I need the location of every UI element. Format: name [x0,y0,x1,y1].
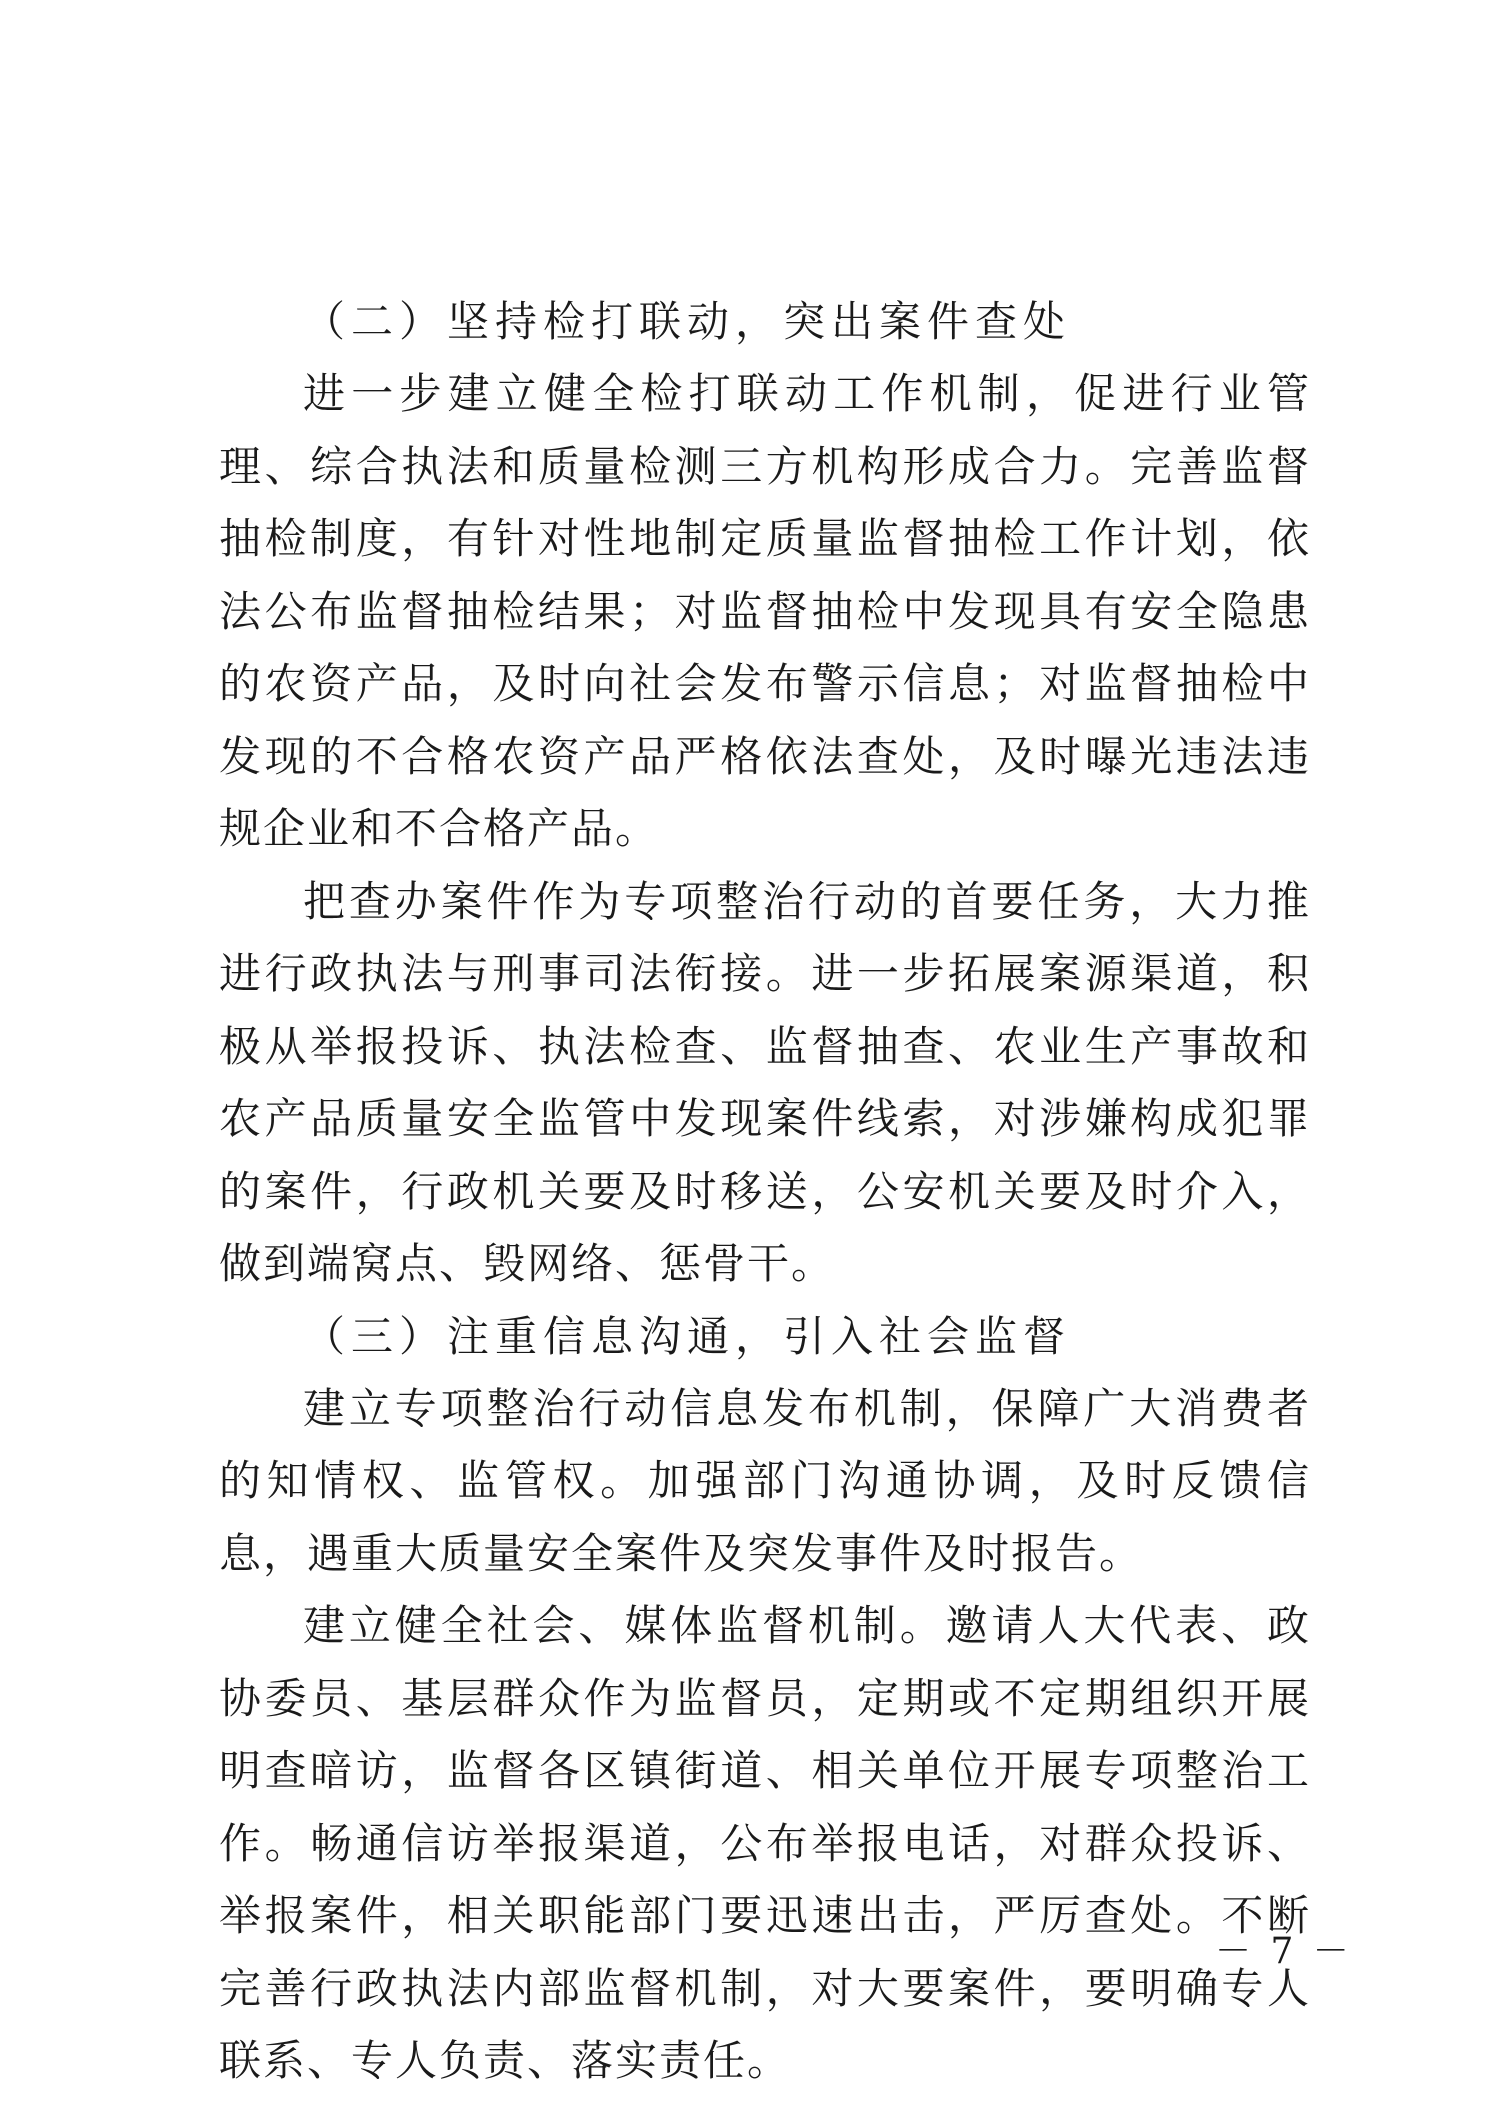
section-heading-2: （二）坚持检打联动，突出案件查处 [303,297,1072,346]
page-number: － 7 － [1215,1931,1353,1972]
paragraph: 建立专项整治行动信息发布机制，保障广大消费者的知情权、监管权。加强部门沟通协调，及时反馈信息，遇重大质量安全案件及突发事件及时报告。 [219,1383,1311,1578]
paragraph: 进一步建立健全检打联动工作机制，促进行业管理、综合执法和质量检测三方机构形成合力。完善监督抽检制度，有针对性地制定质量监督抽检工作计划，依法公布监督抽检结果；对监督抽检中发现具有安全隐患的农资产品，及时向社会发布警示信息；对监督抽检中发现的不合格农资产品严格依法查处，及时曝光违法违规企业和不合格产品。 [219,369,1311,853]
paragraph: 把查办案件作为专项整治行动的首要任务，大力推进行政执法与刑事司法衔接。进一步拓展案源渠道，积极从举报投诉、执法检查、监督抽查、农业生产事故和农产品质量安全监管中发现案件线索，对涉嫌构成犯罪的案件，行政机关要及时移送，公安机关要及时介入，做到端窝点、毁网络、惩骨干。 [219,876,1311,1288]
section-heading-3: （三）注重信息沟通，引入社会监督 [303,1311,1072,1361]
paragraph: 建立健全社会、媒体监督机制。邀请人大代表、政协委员、基层群众作为监督员，定期或不定期组织开展明查暗访，监督各区镇街道、相关单位开展专项整治工作。畅通信访举报渠道，公布举报电话，对群众投诉、举报案件，相关职能部门要迅速出击，严厉查处。不断完善行政执法内部监督机制，对大要案件，要明确专人联系、专人负责、落实责任。 [219,1601,1311,2085]
document-body [219,286,1311,2098]
